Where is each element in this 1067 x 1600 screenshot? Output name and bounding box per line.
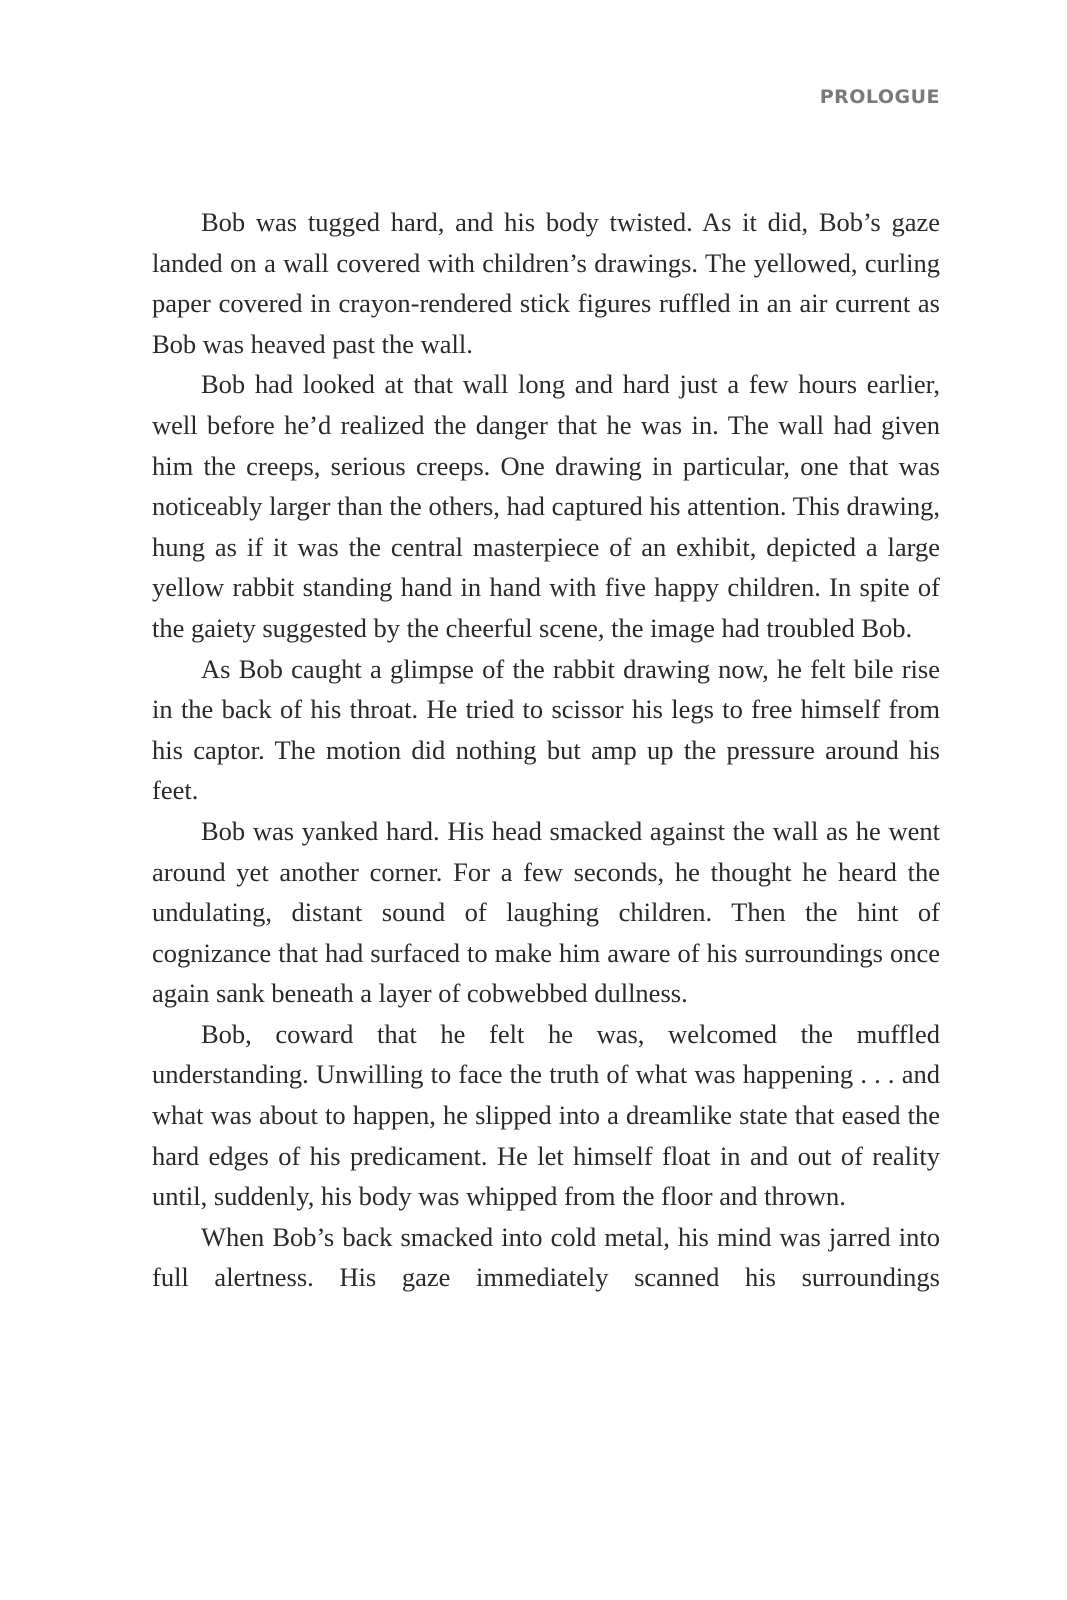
paragraph-4: Bob was yanked hard. His head smacked against the wall as he went around yet another corner. For a few seconds, he thought he heard the undulating, distant sound of laughing children. Then the hint of cognizance that had surfaced to make him aware of his surroundings once again sank beneath a layer of cobwebbed dullness. [152,815,940,1009]
paragraph-6: When Bob’s back smacked into cold metal, his mind was jarred into full alertness. His gaze immediately scanned his surroundings [152,1221,940,1293]
paragraph-3: As Bob caught a glimpse of the rabbit drawing now, he felt bile rise in the back of his throat. He tried to scissor his legs to free himself from his captor. The motion did nothing but amp up the pressure around his feet. [152,653,940,806]
body-text [152,202,940,1298]
paragraph-2: Bob had looked at that wall long and hard just a few hours earlier, well before he’d realized the danger that he was in. The wall had given him the creeps, serious creeps. One drawing in particular, one that was noticeably larger than the others, had captured his attention. This drawing, hung as if it was the central masterpiece of an exhibit, depicted a large yellow rabbit standing hand in hand with five happy children. In spite of the gaiety suggested by the cheerful scene, the image had troubled Bob. [152,369,940,643]
paragraph-1: Bob was tugged hard, and his body twisted. As it did, Bob’s gaze landed on a wall covered with children’s drawings. The yellowed, curling paper covered in crayon-rendered stick figures ruffled in an air current as Bob was heaved past the wall. [152,207,940,359]
paragraph-5: Bob, coward that he felt he was, welcomed the muffled understanding. Unwilling to face the truth of what was happening . . . and what was about to happen, he slipped into a dreamlike state that eased the hard edges of his predicament. He let himself float in and out of reality until, suddenly, his body was whipped from the floor and thrown. [152,1018,940,1212]
running-head: PROLOGUE [819,86,940,108]
